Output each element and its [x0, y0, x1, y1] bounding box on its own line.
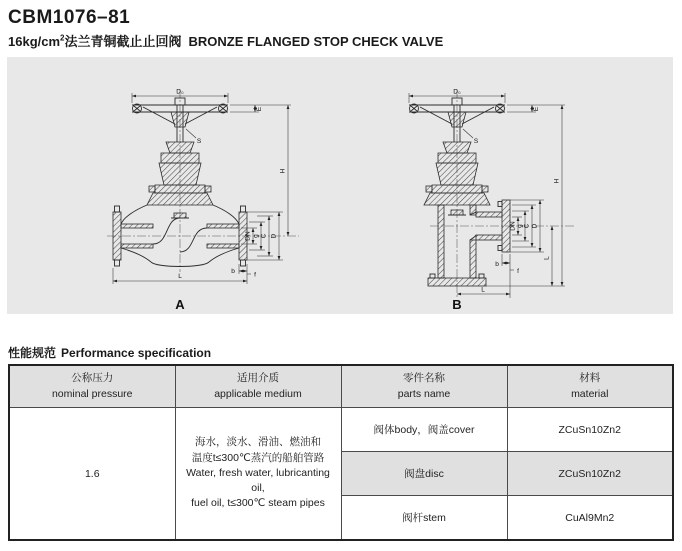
dim-dn-label: DN	[244, 231, 252, 241]
dim-l-label: L	[481, 286, 485, 294]
dim-b-label: b	[231, 268, 235, 275]
dim-d0-label: D₀	[453, 88, 461, 96]
col-header-applicable-medium: 适用介质 applicable medium	[175, 365, 341, 408]
dim-e-label: E	[533, 106, 540, 112]
page-subtitle	[8, 31, 443, 50]
part-name-stem: 阀杆stem	[341, 496, 507, 541]
dim-dn-label: DN	[509, 221, 517, 231]
bonnet-cross-section	[424, 112, 490, 205]
dim-e-label: E	[256, 106, 263, 112]
table-row	[9, 408, 673, 452]
body-cross-section	[428, 200, 510, 286]
dim-g-label: g	[252, 234, 260, 238]
page-title: CBM1076–81	[8, 7, 131, 28]
dim-d0-label: D₀	[176, 88, 184, 96]
drawings-panel	[7, 57, 673, 314]
part-name-disc: 阀盘disc	[341, 452, 507, 496]
col-header-parts-name: 零件名称 parts name	[341, 365, 507, 408]
valve-drawing-b	[372, 86, 582, 298]
variant-a-label: A	[175, 297, 185, 312]
table-header-row	[9, 365, 673, 408]
dim-b-label: b	[495, 261, 499, 268]
variant-b-label: B	[452, 297, 462, 312]
subtitle-superscript: 2	[60, 33, 65, 43]
dim-c-label: C	[523, 223, 531, 229]
material-disc: ZCuSn10Zn2	[507, 452, 673, 496]
valve-drawing-a	[95, 86, 305, 298]
col-header-nominal-pressure: 公称压力 nominal pressure	[9, 365, 175, 408]
dim-s-label: S	[196, 138, 202, 145]
spec-heading-chinese: 性能规范	[8, 346, 57, 360]
performance-spec-table	[8, 364, 674, 541]
nominal-pressure-value: 1.6	[9, 408, 175, 541]
dim-d-label: D	[270, 233, 278, 239]
dim-d-label: D	[531, 223, 539, 229]
part-name-body-cover: 阀体body，阀盖cover	[341, 408, 507, 452]
applicable-medium-cell: 海水，淡水、滑油、燃油和 温度t≤300℃蒸汽的船舶管路 Water, fresh water, lubricanting oil, fuel oil, t≤300℃ steam pipes	[175, 408, 341, 541]
dim-s-label: S	[473, 138, 479, 145]
subtitle-pressure: 16kg/cm	[8, 34, 61, 49]
spec-section-heading	[8, 344, 211, 361]
subtitle-english: BRONZE FLANGED STOP CHECK VALVE	[188, 34, 444, 49]
dim-f-label: f	[254, 271, 256, 279]
dim-l-label: L	[178, 273, 182, 280]
col-header-material: 材料 material	[507, 365, 673, 408]
material-stem: CuAl9Mn2	[507, 496, 673, 541]
subtitle-chinese: 法兰青铜截止止回阀	[64, 34, 182, 49]
spec-heading-english: Performance specification	[61, 346, 212, 360]
material-body-cover: ZCuSn10Zn2	[507, 408, 673, 452]
dim-l-vertical-label: L	[543, 256, 551, 260]
dim-h-label: H	[553, 178, 561, 184]
dim-h-label: H	[279, 168, 287, 174]
dim-c-label: C	[260, 233, 268, 239]
dim-f-label: f	[517, 268, 519, 275]
dim-g-label: g	[516, 224, 524, 228]
